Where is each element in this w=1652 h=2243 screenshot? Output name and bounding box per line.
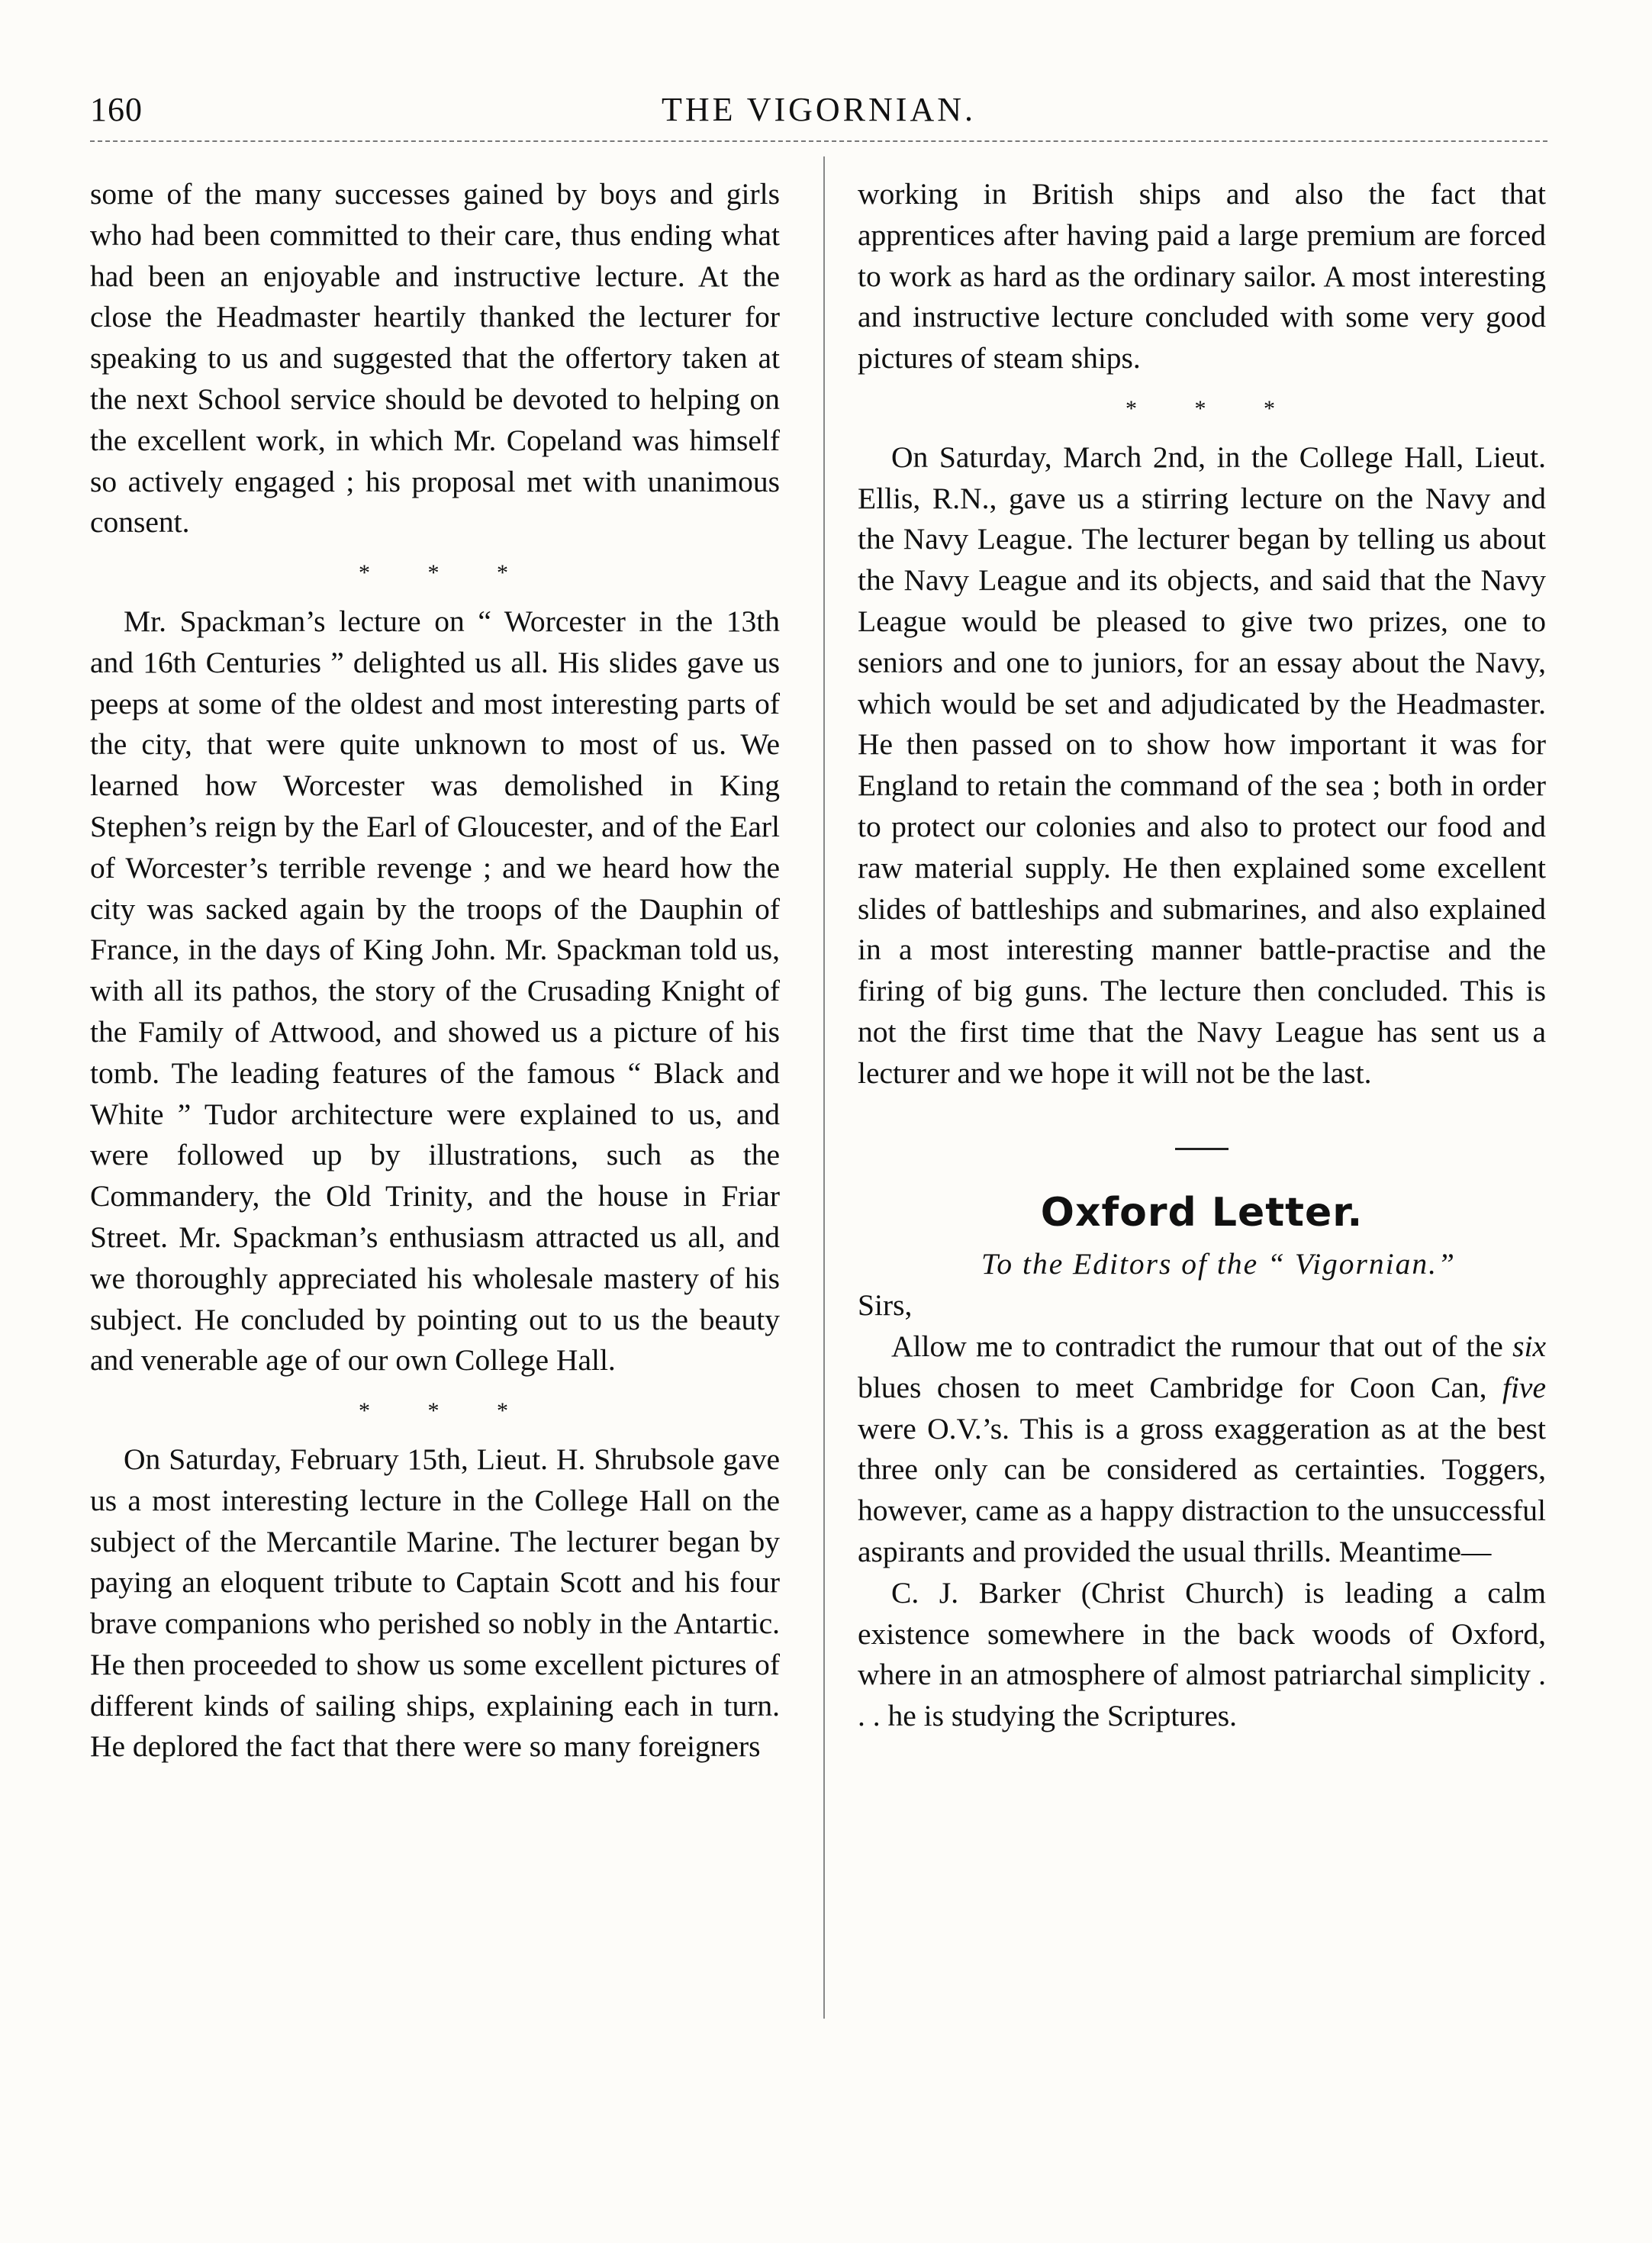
letter-salutation: Sirs, bbox=[858, 1288, 913, 1323]
paragraph-shrubsole-lecture: On Saturday, February 15th, Lieut. H. Shrubsole gave us a most interesting lecture in the College Hall on the subject of the Mercantile Marine. The lecturer began by paying an eloquent tribute to Captain Scott and his four brave companions who perished so nobly in the Antartic. He then proceeded to show us some excellent pictures of different kinds of sailing ships, explaining each in turn. He deplored the fact that there were so many foreigners bbox=[90, 1442, 780, 1764]
header-rule bbox=[90, 140, 1547, 142]
paragraph-copeland-lecture-end: some of the many successes gained by boys and girls who had been committed to their care, thus ending what had been an enjoyable and instructive lecture. At the close the Headmaster heartily thanked the lecturer for speaking to us and suggested that the offertory taken at the next School service should be devoted to helping on the excellent work, in which Mr. Copeland was himself so actively engaged ; his proposal met with unanimous consent. bbox=[90, 177, 780, 540]
column-divider bbox=[823, 156, 825, 2019]
page-header bbox=[90, 90, 1547, 136]
section-separator: * * * bbox=[1125, 395, 1301, 421]
journal-title: THE VIGORNIAN. bbox=[661, 91, 977, 128]
page-number: 160 bbox=[90, 91, 143, 128]
right-column bbox=[858, 174, 1546, 1737]
left-column bbox=[90, 174, 780, 1768]
emphasis-six: six bbox=[1512, 1329, 1546, 1363]
section-heading-oxford-letter: Oxford Letter. bbox=[1040, 1189, 1364, 1236]
paragraph-spackman-lecture: Mr. Spackman’s lecture on “ Worcester in the 13th and 16th Centuries ” delighted us all. His slides gave us peeps at some of the oldest and most interesting parts of the city, that were quite unknown to most of us. We learned how Worcester was demolished in King Stephen’s reign by the Earl of Gloucester, and of the Earl of Worcester’s terrible revenge ; and we heard how the city was sacked again by the troops of the Dauphin of France, in the days of King John. Mr. Spackman told us, with all its pathos, the story of the Crusading Knight of the Family of Attwood, and showed us a picture of his tomb. The leading features of the famous “ Black and White ” Tudor architecture were explained to us, and were followed up by illustrations, such as the Commandery, the Old Trinity, and the house in Friar Street. Mr. Spackman’s enthusiasm attracted us all, and we thoroughly appreciated his wholesale mastery of his subject. He concluded by pointing out to us the beauty and venerable age of our own College Hall. bbox=[90, 604, 780, 1378]
section-separator: * * * bbox=[359, 560, 534, 586]
emphasis-five: five bbox=[1502, 1370, 1546, 1404]
paragraph-coon-can bbox=[858, 1326, 1546, 1573]
section-end-rule bbox=[1175, 1148, 1229, 1150]
paragraph-barker: C. J. Barker (Christ Church) is leading a calm existence somewhere in the back woods of Oxford, where in an atmosphere of almost patriarchal simplicity . . . he is studying the Scriptures. bbox=[858, 1575, 1546, 1733]
text-run: Allow me to contradict the rumour that out of the bbox=[891, 1329, 1513, 1363]
paragraph-navy-league-lecture: On Saturday, March 2nd, in the College Hall, Lieut. Ellis, R.N., gave us a stirring lecture on the Navy and the Navy League. The lecturer began by telling us about the Navy League and its objects, and said that the Navy League would be pleased to give two prizes, one to seniors and one to juniors, for an essay about the Navy, which would be set and adjudicated by the Headmaster. He then passed on to show how important it was for England to retain the command of the sea ; both in order to protect our colonies and also to protect our food and raw material supply. He then explained some excellent slides of battleships and submarines, and also explained in a most interesting manner battle-practise and the firing of big guns. The lecture then concluded. This is not the first time that the Navy League has sent us a lecturer and we hope it will not be the last. bbox=[858, 440, 1546, 1090]
letter-addressee: To the Editors of the “ Vigornian.” bbox=[981, 1247, 1456, 1281]
paragraph-shrubsole-lecture-cont: working in British ships and also the fact that apprentices after having paid a large premium are forced to work as hard as the ordinary sailor. A most interesting and instructive lecture concluded with some very good pictures of steam ships. bbox=[858, 177, 1546, 375]
section-separator: * * * bbox=[359, 1398, 534, 1424]
text-run: blues chosen to meet Cambridge for Coon Can, bbox=[858, 1370, 1502, 1404]
text-run: were O.V.’s. This is a gross exaggeration as at the best three only can be considered as certainties. Toggers, however, came as a happy distraction to the unsuccessful aspirants and provided the usual thrills. Meantime— bbox=[858, 1411, 1546, 1568]
